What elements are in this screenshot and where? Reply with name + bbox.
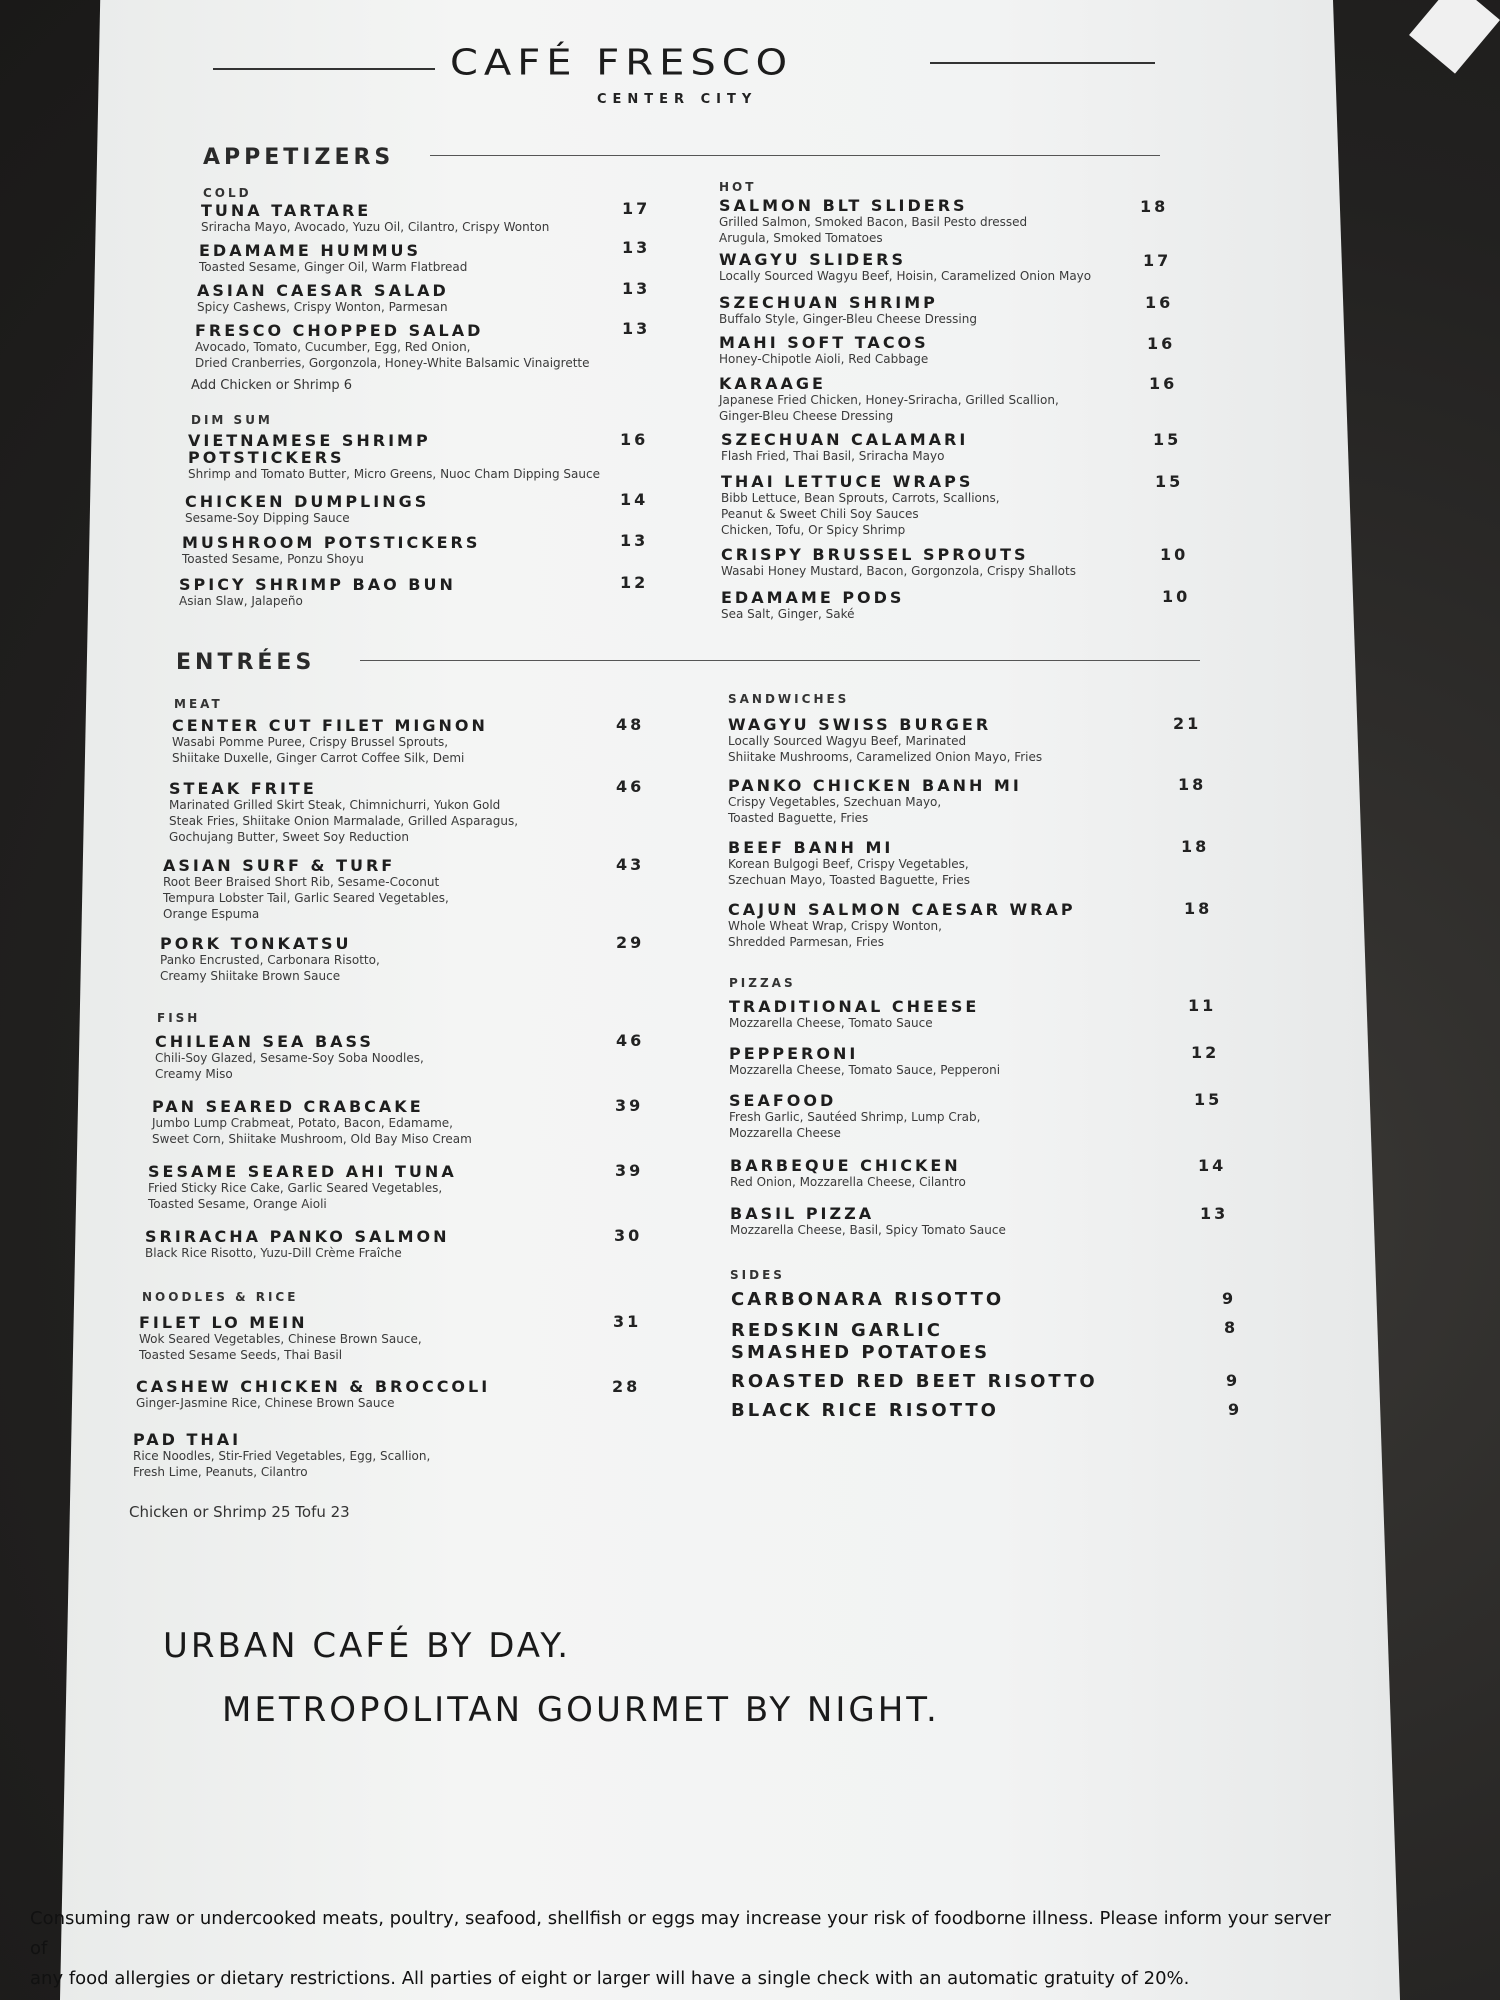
menu-item	[729, 998, 979, 1031]
item-desc: Szechuan Mayo, Toasted Baguette, Fries	[728, 873, 970, 887]
item-name: ROASTED RED BEET RISOTTO	[731, 1371, 1098, 1392]
menu-item	[185, 493, 429, 526]
fish-label: FISH	[157, 1011, 201, 1025]
item-desc: Gochujang Butter, Sweet Soy Reduction	[169, 830, 409, 844]
slogan-line-1: URBAN CAFÉ BY DAY.	[163, 1626, 572, 1666]
item-price: 29	[616, 933, 645, 952]
item-price: 12	[620, 573, 649, 592]
item-name: SALMON BLT SLIDERS	[719, 196, 968, 215]
item-price: 13	[622, 279, 651, 298]
item-desc: Root Beer Braised Short Rib, Sesame-Coconut	[163, 875, 440, 889]
item-name: BARBEQUE CHICKEN	[730, 1156, 961, 1175]
item-desc: Locally Sourced Wagyu Beef, Marinated	[728, 734, 967, 748]
item-name: ASIAN SURF & TURF	[163, 856, 396, 875]
item-desc: Flash Fried, Thai Basil, Sriracha Mayo	[721, 449, 945, 463]
item-name: WAGYU SLIDERS	[719, 250, 906, 269]
menu-item	[136, 1378, 490, 1411]
menu-item	[719, 294, 977, 327]
item-price: 10	[1162, 587, 1191, 606]
item-price: 16	[1147, 334, 1176, 353]
item-desc: Tempura Lobster Tail, Garlic Seared Vegetables,	[163, 891, 449, 905]
item-price: 10	[1160, 545, 1189, 564]
menu-item	[163, 857, 449, 922]
item-name: PAN SEARED CRABCAKE	[152, 1097, 424, 1116]
item-desc: Mozzarella Cheese, Basil, Spicy Tomato Sauce	[730, 1223, 1006, 1237]
item-desc: Grilled Salmon, Smoked Bacon, Basil Pesto dressed	[719, 215, 1028, 229]
item-price: 15	[1153, 430, 1182, 449]
item-price: 18	[1178, 775, 1207, 794]
item-name: WAGYU SWISS BURGER	[728, 715, 992, 734]
item-desc: Sesame-Soy Dipping Sauce	[185, 511, 350, 525]
item-price: 13	[620, 531, 649, 550]
item-desc: Buffalo Style, Ginger-Bleu Cheese Dressing	[719, 312, 977, 326]
item-name: CARBONARA RISOTTO	[731, 1289, 1005, 1310]
menu-item	[182, 534, 480, 567]
item-desc: Shiitake Duxelle, Ginger Carrot Coffee Silk, Demi	[172, 751, 465, 765]
item-desc: Jumbo Lump Crabmeat, Potato, Bacon, Edamame,	[152, 1116, 453, 1130]
menu-item	[139, 1314, 422, 1363]
item-desc: Red Onion, Mozzarella Cheese, Cilantro	[730, 1175, 966, 1189]
item-desc: Sriracha Mayo, Avocado, Yuzu Oil, Cilantro, Crispy Wonton	[201, 220, 550, 234]
item-desc: Chicken, Tofu, Or Spicy Shrimp	[721, 523, 906, 537]
item-price: 15	[1155, 472, 1184, 491]
menu-item	[728, 901, 1076, 950]
noodles-label: NOODLES & RICE	[142, 1290, 299, 1304]
menu-item	[199, 242, 467, 275]
item-price: 31	[613, 1312, 642, 1331]
item-price: 13	[1200, 1204, 1229, 1223]
item-name: EDAMAME PODS	[721, 588, 905, 607]
item-name: TRADITIONAL CHEESE	[729, 997, 980, 1016]
hot-label: HOT	[719, 180, 757, 194]
menu-item	[719, 197, 1027, 246]
disclaimer-line-1: Consuming raw or undercooked meats, poultry, seafood, shellfish or eggs may increase your risk of foodborne illness. Please inform your server of	[30, 1908, 1331, 1959]
item-desc: Japanese Fried Chicken, Honey-Sriracha, Grilled Scallion,	[719, 393, 1059, 407]
menu-item	[730, 1157, 966, 1190]
item-desc: Chili-Soy Glazed, Sesame-Soy Soba Noodles,	[155, 1051, 424, 1065]
slogan-line-2: METROPOLITAN GOURMET BY NIGHT.	[222, 1690, 940, 1730]
item-name-line2: POTSTICKERS	[188, 448, 345, 467]
item-desc: Asian Slaw, Jalapeño	[179, 594, 303, 608]
item-desc: Creamy Shiitake Brown Sauce	[160, 969, 341, 983]
meat-label: MEAT	[174, 697, 223, 711]
item-name: PEPPERONI	[729, 1044, 859, 1063]
item-price: 16	[1145, 293, 1174, 312]
item-price: 15	[1194, 1090, 1223, 1109]
menu-item	[719, 375, 1059, 424]
item-price: 11	[1188, 996, 1217, 1015]
item-desc: Peanut & Sweet Chili Soy Sauces	[721, 507, 919, 521]
item-price: 17	[1143, 251, 1172, 270]
item-desc: Crispy Vegetables, Szechuan Mayo,	[728, 795, 942, 809]
item-price: 43	[616, 855, 645, 874]
item-name: PORK TONKATSU	[160, 934, 352, 953]
item-name: EDAMAME HUMMUS	[199, 241, 422, 260]
menu-item	[172, 717, 488, 766]
item-price: 12	[1191, 1043, 1220, 1062]
item-name: MAHI SOFT TACOS	[719, 333, 929, 352]
item-name: FRESCO CHOPPED SALAD	[195, 321, 484, 340]
menu-item	[721, 473, 1000, 538]
item-name: BASIL PIZZA	[730, 1204, 875, 1223]
pizzas-label: PIZZAS	[729, 976, 796, 990]
menu-item	[730, 1205, 1006, 1238]
item-name: SRIRACHA PANKO SALMON	[145, 1227, 450, 1246]
item-desc: Marinated Grilled Skirt Steak, Chimnichurri, Yukon Gold	[169, 798, 501, 812]
menu-item	[729, 1092, 980, 1141]
item-price: 46	[616, 777, 645, 796]
item-desc: Black Rice Risotto, Yuzu-Dill Crème Fraîche	[145, 1246, 402, 1260]
dimsum-label: DIM SUM	[191, 413, 273, 427]
item-desc: Orange Espuma	[163, 907, 260, 921]
item-name: BEEF BANH MI	[728, 838, 894, 857]
item-price: 46	[616, 1031, 645, 1050]
item-price: 13	[622, 238, 651, 257]
item-price: 48	[616, 715, 645, 734]
menu-item	[731, 1320, 990, 1364]
item-name: CENTER CUT FILET MIGNON	[172, 716, 488, 735]
item-desc: Toasted Sesame Seeds, Thai Basil	[139, 1348, 343, 1362]
item-price: 18	[1140, 197, 1169, 216]
item-name: SEAFOOD	[729, 1091, 837, 1110]
item-name: TUNA TARTARE	[201, 201, 372, 220]
menu-item	[728, 777, 1022, 826]
item-desc: Wok Seared Vegetables, Chinese Brown Sauce,	[139, 1332, 422, 1346]
item-name: CHILEAN SEA BASS	[155, 1032, 374, 1051]
cold-label: COLD	[203, 186, 252, 200]
item-name: SZECHUAN SHRIMP	[719, 293, 938, 312]
menu-item	[728, 716, 1042, 765]
item-price: 13	[622, 319, 651, 338]
item-desc: Panko Encrusted, Carbonara Risotto,	[160, 953, 380, 967]
item-name: REDSKIN GARLIC	[731, 1320, 943, 1341]
item-desc: Korean Bulgogi Beef, Crispy Vegetables,	[728, 857, 969, 871]
menu-item	[729, 1045, 1000, 1078]
menu-item	[148, 1163, 457, 1212]
item-desc: Fried Sticky Rice Cake, Garlic Seared Vegetables,	[148, 1181, 443, 1195]
pad-thai-options: Chicken or Shrimp 25 Tofu 23	[129, 1503, 350, 1521]
item-desc: Toasted Sesame, Ginger Oil, Warm Flatbread	[199, 260, 468, 274]
item-desc: Spicy Cashews, Crispy Wonton, Parmesan	[197, 300, 448, 314]
item-price: 28	[612, 1377, 641, 1396]
item-desc: Mozzarella Cheese, Tomato Sauce, Pepperoni	[729, 1063, 1001, 1077]
item-desc: Toasted Sesame, Orange Aioli	[148, 1197, 327, 1211]
item-desc: Wasabi Pomme Puree, Crispy Brussel Sprouts,	[172, 735, 449, 749]
item-price: 21	[1173, 714, 1202, 733]
restaurant-location: CENTER CITY	[597, 92, 758, 107]
item-desc: Toasted Sesame, Ponzu Shoyu	[182, 552, 364, 566]
item-price: 9	[1228, 1400, 1243, 1419]
item-price: 39	[615, 1096, 644, 1115]
item-price: 16	[1149, 374, 1178, 393]
item-name: SZECHUAN CALAMARI	[721, 430, 969, 449]
menu-item	[188, 432, 600, 482]
item-name: MUSHROOM POTSTICKERS	[182, 533, 481, 552]
menu-item	[169, 780, 518, 845]
disclaimer	[30, 1904, 1350, 1994]
menu-item	[721, 431, 968, 464]
menu-item	[201, 202, 549, 235]
item-name: SPICY SHRIMP BAO BUN	[179, 575, 456, 594]
item-name: PANKO CHICKEN BANH MI	[728, 776, 1022, 795]
item-name: CHICKEN DUMPLINGS	[185, 492, 430, 511]
item-price: 30	[614, 1226, 643, 1245]
entrees-rule	[360, 660, 1200, 661]
header-rule-right	[930, 62, 1155, 64]
add-protein-note: Add Chicken or Shrimp 6	[191, 378, 353, 393]
menu-item	[719, 334, 929, 367]
item-name: STEAK FRITE	[169, 779, 317, 798]
item-price: 9	[1222, 1289, 1237, 1308]
item-desc: Ginger-Jasmine Rice, Chinese Brown Sauce	[136, 1396, 395, 1410]
item-name: PAD THAI	[133, 1430, 242, 1449]
menu-item	[719, 251, 1091, 284]
item-desc: Fresh Lime, Peanuts, Cilantro	[133, 1465, 308, 1479]
menu-item	[160, 935, 380, 984]
menu-item	[721, 589, 904, 622]
item-desc: Fresh Garlic, Sautéed Shrimp, Lump Crab,	[729, 1110, 981, 1124]
menu-item	[152, 1098, 472, 1147]
item-name: BLACK RICE RISOTTO	[731, 1400, 999, 1421]
item-name: ASIAN CAESAR SALAD	[197, 281, 449, 300]
item-name: FILET LO MEIN	[139, 1313, 308, 1332]
menu-item	[197, 282, 449, 315]
appetizers-rule	[430, 155, 1160, 156]
item-desc: Dried Cranberries, Gorgonzola, Honey-White Balsamic Vinaigrette	[195, 356, 590, 370]
menu-item	[728, 839, 970, 888]
menu-item	[145, 1228, 449, 1261]
item-desc: Steak Fries, Shiitake Onion Marmalade, Grilled Asparagus,	[169, 814, 519, 828]
item-desc: Mozzarella Cheese	[729, 1126, 841, 1140]
restaurant-name: CAFÉ FRESCO	[450, 42, 794, 84]
item-price: 14	[620, 490, 649, 509]
item-name: CASHEW CHICKEN & BROCCOLI	[136, 1377, 491, 1396]
item-desc: Ginger-Bleu Cheese Dressing	[719, 409, 894, 423]
menu-item	[731, 1402, 999, 1419]
item-desc: Avocado, Tomato, Cucumber, Egg, Red Onion,	[195, 340, 471, 354]
item-price: 14	[1198, 1156, 1227, 1175]
item-price: 39	[615, 1161, 644, 1180]
menu-item	[179, 576, 456, 609]
sides-label: SIDES	[730, 1268, 785, 1282]
item-name: VIETNAMESE SHRIMP	[188, 431, 431, 450]
item-price: 18	[1184, 899, 1213, 918]
item-name: CRISPY BRUSSEL SPROUTS	[721, 545, 1029, 564]
menu-item	[133, 1431, 430, 1480]
item-desc: Whole Wheat Wrap, Crispy Wonton,	[728, 919, 942, 933]
menu-item	[731, 1291, 1004, 1308]
menu-item	[155, 1033, 424, 1082]
menu-item	[721, 546, 1076, 579]
item-price: 18	[1181, 837, 1210, 856]
item-desc: Creamy Miso	[155, 1067, 233, 1081]
item-name: KARAAGE	[719, 374, 826, 393]
item-desc: Wasabi Honey Mustard, Bacon, Gorgonzola, Crispy Shallots	[721, 564, 1076, 578]
item-name: SESAME SEARED AHI TUNA	[148, 1162, 457, 1181]
item-desc: Mozzarella Cheese, Tomato Sauce	[729, 1016, 933, 1030]
disclaimer-line-2: any food allergies or dietary restrictions. All parties of eight or larger will have a single check with an automatic gratuity of 20%.	[30, 1968, 1190, 1989]
item-desc: Bibb Lettuce, Bean Sprouts, Carrots, Scallions,	[721, 491, 1000, 505]
menu-item	[195, 322, 590, 371]
item-desc: Rice Noodles, Stir-Fried Vegetables, Egg, Scallion,	[133, 1449, 431, 1463]
item-desc: Shiitake Mushrooms, Caramelized Onion Mayo, Fries	[728, 750, 1043, 764]
item-price: 8	[1224, 1318, 1239, 1337]
item-desc: Sea Salt, Ginger, Saké	[721, 607, 855, 621]
item-price: 16	[620, 430, 649, 449]
item-name: THAI LETTUCE WRAPS	[721, 472, 974, 491]
appetizers-title: APPETIZERS	[203, 145, 395, 170]
item-desc: Locally Sourced Wagyu Beef, Hoisin, Caramelized Onion Mayo	[719, 269, 1092, 283]
item-desc: Shredded Parmesan, Fries	[728, 935, 884, 949]
item-price: 9	[1226, 1371, 1241, 1390]
item-desc: Arugula, Smoked Tomatoes	[719, 231, 883, 245]
item-desc: Shrimp and Tomato Butter, Micro Greens, Nuoc Cham Dipping Sauce	[188, 467, 600, 481]
item-name-line2: SMASHED POTATOES	[731, 1342, 991, 1363]
item-desc: Sweet Corn, Shiitake Mushroom, Old Bay Miso Cream	[152, 1132, 472, 1146]
item-name: CAJUN SALMON CAESAR WRAP	[728, 900, 1076, 919]
sandwiches-label: SANDWICHES	[728, 692, 850, 706]
menu-item	[731, 1373, 1098, 1390]
item-price: 17	[622, 199, 651, 218]
entrees-title: ENTRÉES	[176, 650, 316, 675]
item-desc: Honey-Chipotle Aioli, Red Cabbage	[719, 352, 929, 366]
item-desc: Toasted Baguette, Fries	[728, 811, 869, 825]
header-rule-left	[213, 68, 435, 70]
